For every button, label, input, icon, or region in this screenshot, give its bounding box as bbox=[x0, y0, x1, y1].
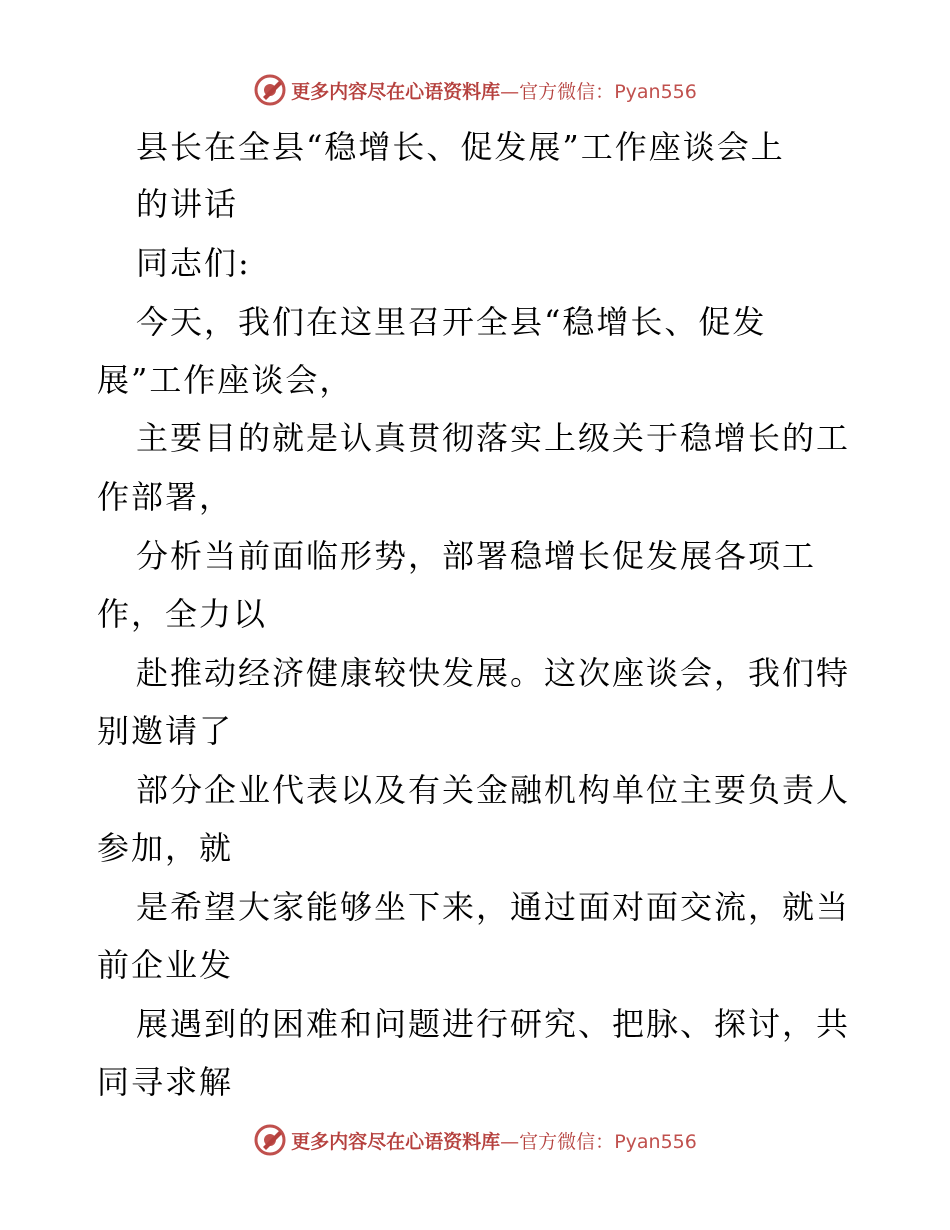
banner-brand: 更多内容尽在心语资料库 bbox=[291, 1130, 501, 1153]
paragraph-line: 主要目的就是认真贯彻落实上级关于稳增长的工 bbox=[136, 419, 851, 457]
paragraph-line: 分析当前面临形势，部署稳增长促发展各项工 bbox=[136, 537, 817, 575]
paragraph-line: 作，全力以 bbox=[97, 595, 268, 633]
salutation: 同志们: bbox=[136, 244, 251, 282]
paragraph-line: 前企业发 bbox=[97, 946, 234, 984]
paragraph-line: 同寻求解 bbox=[97, 1063, 234, 1101]
banner-brand: 更多内容尽在心语资料库 bbox=[291, 80, 501, 103]
paragraph-line: 部分企业代表以及有关金融机构单位主要负责人 bbox=[136, 771, 851, 809]
banner-dash: — bbox=[500, 80, 520, 103]
banner-text bbox=[291, 1127, 697, 1154]
paragraph-line: 展”工作座谈会， bbox=[97, 361, 354, 399]
paragraph-line: 参加，就 bbox=[97, 829, 234, 867]
document-title-line-1: 县长在全县“稳增长、促发展”工作座谈会上 bbox=[136, 128, 785, 166]
banner-wechat-id: Pyan556 bbox=[614, 80, 697, 103]
logo-icon bbox=[253, 1123, 287, 1157]
banner-wechat-id: Pyan556 bbox=[614, 1130, 697, 1153]
paragraph-line: 是希望大家能够坐下来，通过面对面交流，就当 bbox=[136, 888, 851, 926]
banner-dash: — bbox=[500, 1130, 520, 1153]
document-title-line-2: 的讲话 bbox=[136, 185, 239, 223]
paragraph-line: 展遇到的困难和问题进行研究、把脉、探讨，共 bbox=[136, 1005, 851, 1043]
paragraph-line: 今天，我们在这里召开全县“稳增长、促发 bbox=[136, 303, 767, 341]
paragraph-line: 赴推动经济健康较快发展。这次座谈会，我们特 bbox=[136, 654, 851, 692]
banner-wechat-label: 官方微信： bbox=[519, 1130, 615, 1153]
footer-banner bbox=[0, 1120, 950, 1160]
paragraph-line: 别邀请了 bbox=[97, 712, 234, 750]
banner-wechat-label: 官方微信： bbox=[519, 80, 615, 103]
paragraph-line: 作部署， bbox=[97, 478, 234, 516]
